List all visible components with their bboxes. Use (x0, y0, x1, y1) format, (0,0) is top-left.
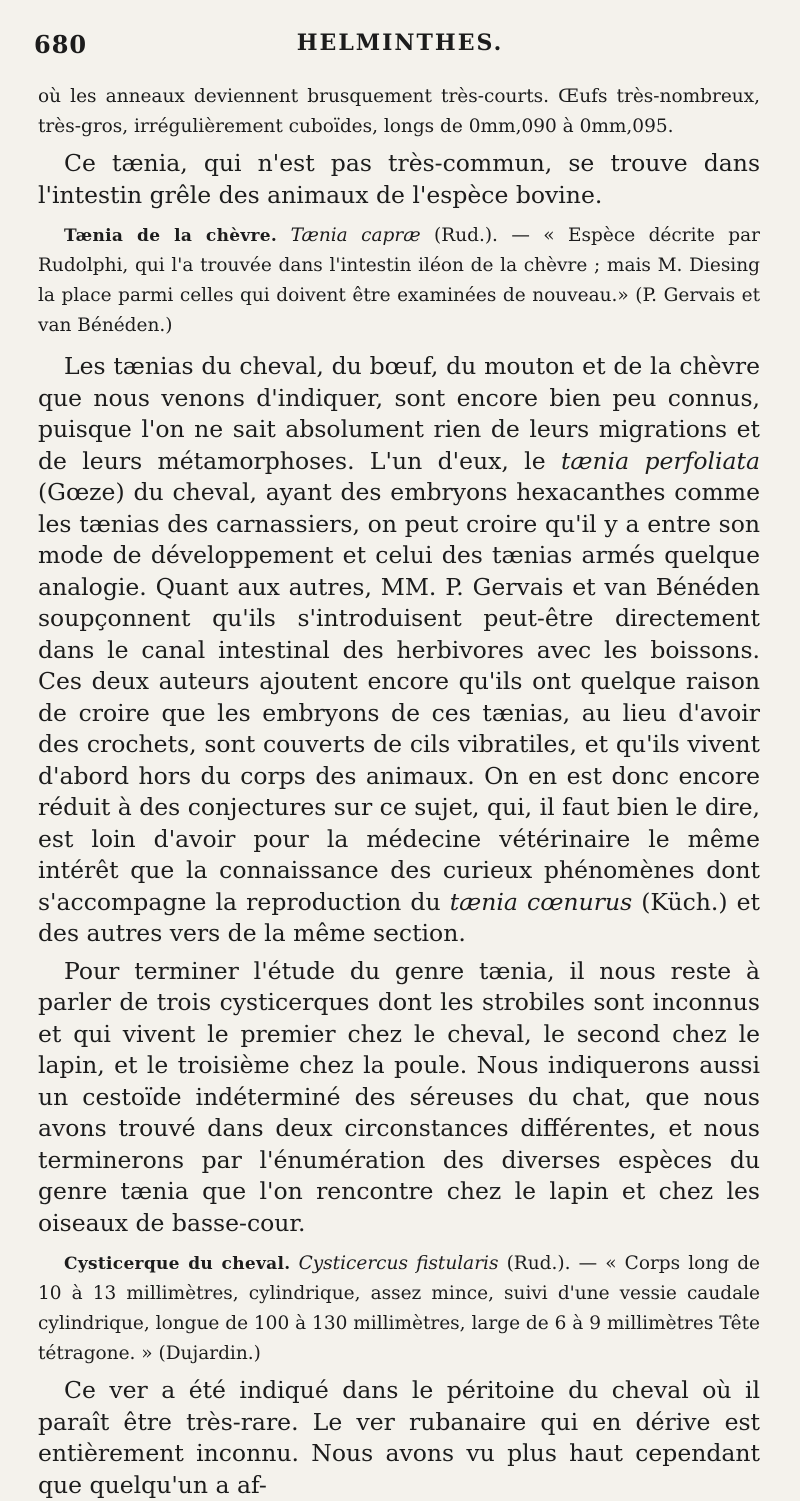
paragraph-text: (Gœze) du cheval, ayant des embryons hexacanthes comme les tænias des carnassiers, on peut croire qu'il y a entre son mode de développement et celui des tænias armés quelque analogie. Quant aux autres, MM. P. Gervais et van Bénéden soupçonnent qu'ils s'introduisent peut-être directement dans le canal intestinal des herbivores avec les boissons. Ces deux auteurs ajoutent encore qu'ils ont quelque raison de croire que les embryons de ces tænias, au lieu d'avoir des crochets, sont couverts de cils vibratiles, et qu'ils vivent d'abord hors du corps des animaux. On en est donc encore réduit à des conjectures sur ce sujet, qui, il faut bien le dire, est loin d'avoir pour la médecine vétérinaire le même intérêt que la connaissance des curieux phénomènes dont s'accompagne la reproduction du (38, 478, 760, 916)
entry-heading: Cysticerque du cheval. (64, 1254, 291, 1274)
entry-taenia-chevre (38, 221, 760, 341)
entry-text: (Rud.). — « Corps long de 10 à 13 millimètres, cylindrique, assez mince, suivi d'une vessie caudale cylindrique, longue de 100 à 130 millimètres, large de 6 à 9 millimètres Tête tétragone. » (Dujardin.) (38, 1253, 760, 1364)
paragraph-cysticerques-intro: Pour terminer l'étude du genre tænia, il nous reste à parler de trois cysticerques dont les strobiles sont inconnus et qui vivent le premier chez le cheval, le second chez le lapin, et le troisième chez la poule. Nous indiquerons aussi un cestoïde indéterminé des séreuses du chat, que nous avons trouvé dans deux circonstances différentes, et nous terminerons par l'énumération des diverses espèces du genre tænia que l'on rencontre chez le lapin et chez les oiseaux de basse-cour. (38, 956, 760, 1237)
species-name: tænia perfoliata (560, 446, 760, 475)
entry-text: (Rud.). — « Espèce décrite par Rudolphi, qui l'a trouvée dans l'intestin iléon de la chèvre ; mais M. Diesing la place parmi celles qui doivent être examinées de nouveau.» (P. Gervais et van Bénéden.) (38, 225, 761, 336)
page-header (0, 30, 800, 70)
running-title: HELMINTHES. (296, 30, 504, 56)
entry-cysticerque-cheval (38, 1249, 760, 1369)
paragraph-bovine-habitat: Ce tænia, qui n'est pas très-commun, se trouve dans l'intestin grêle des animaux de l'espèce bovine. (38, 149, 760, 209)
paragraph-text: Les tænias du cheval, du bœuf, du mouton et de la chèvre que nous venons d'indiquer, sont encore bien peu connus, puisque l'on ne sait absolument rien de leurs migrations et de leurs métamorphoses. L'un d'eux, le (38, 352, 760, 475)
species-name: tænia cœnurus (449, 887, 633, 916)
page-number: 680 (34, 30, 88, 59)
paragraph-egg-description: où les anneaux deviennent brusquement très-courts. Œufs très-nombreux, très-gros, irrégulièrement cuboïdes, longs de 0mm,090 à 0mm,095. (38, 86, 760, 137)
paragraph-text: (Küch.) et des autres vers de la même section. (38, 887, 760, 947)
entry-heading: Tænia de la chèvre. (64, 226, 278, 246)
species-name: Cysticercus fistularis (298, 1253, 499, 1274)
paragraph-peritoine: Ce ver a été indiqué dans le péritoine du cheval où il paraît être très-rare. Le ver rubanaire qui en dérive est entièrement inconnu. Nous avons vu plus haut cependant que quelqu'un a af- (38, 1376, 760, 1499)
page-body (38, 82, 760, 1501)
species-name: Tænia capræ (290, 225, 421, 246)
paragraph-taenias-cheval (38, 351, 760, 950)
